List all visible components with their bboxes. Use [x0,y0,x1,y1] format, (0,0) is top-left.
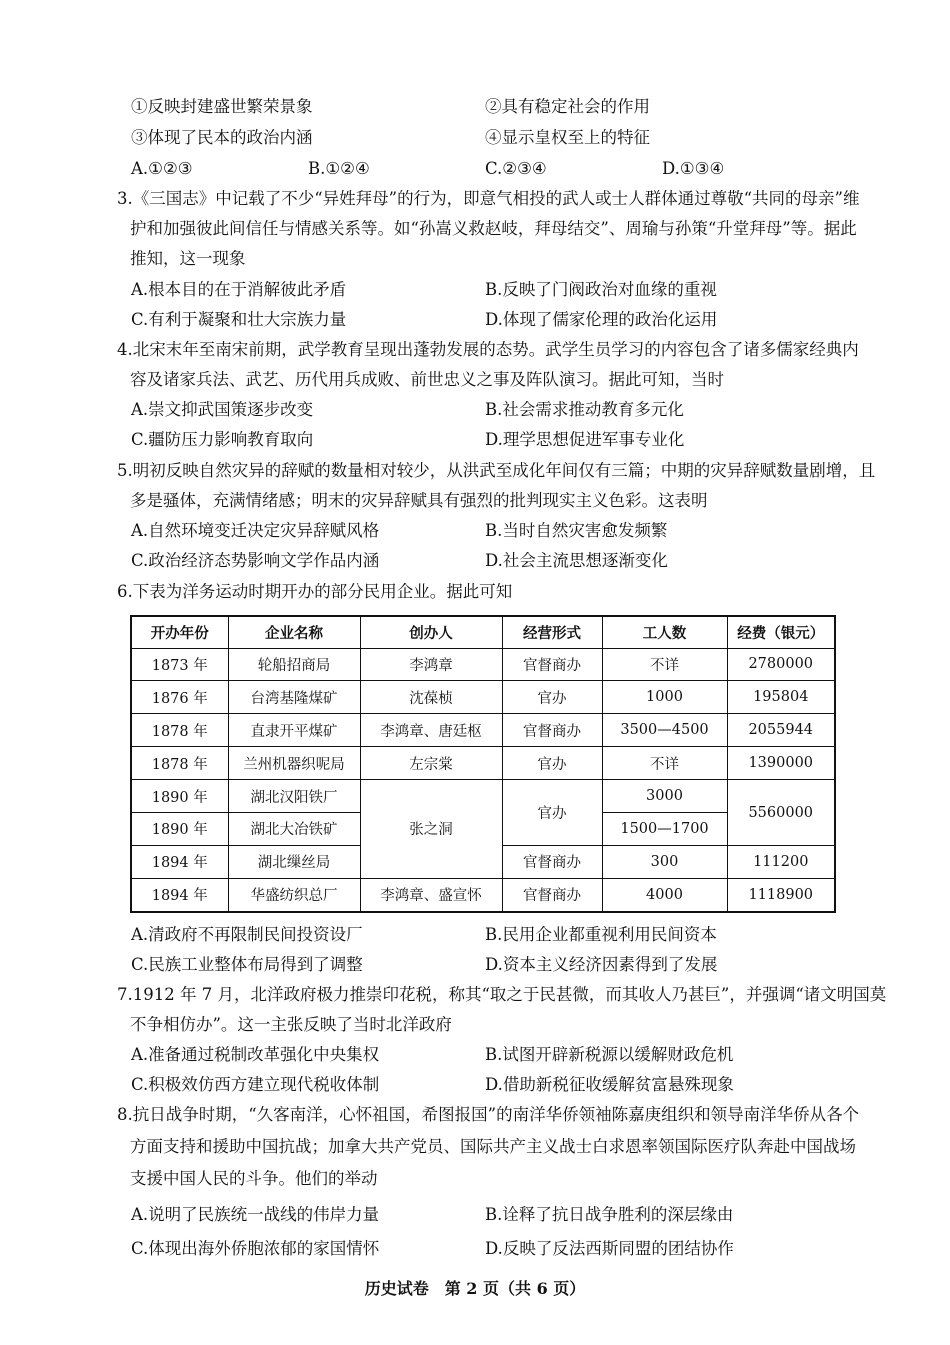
cell-founder: 左宗棠 [360,747,502,780]
header-name: 企业名称 [228,616,360,648]
cell-funds: 195804 [727,681,835,714]
cell-year: 1878 年 [131,714,228,747]
q4-option-c: C.疆防压力影响教育取向 [131,430,314,449]
q3-stem-line-3: 推知，这一现象 [130,249,246,268]
q4-stem-line-1: 4.北宋末年至南宋前期，武学教育呈现出蓬勃发展的态势。武学生员学习的内容包含了诸多儒家经典内 [117,340,859,359]
cell-management: 官督商办 [502,714,602,747]
cell-year: 1894 年 [131,878,228,912]
q5-option-c: C.政治经济态势影响文学作品内涵 [131,551,380,570]
cell-funds: 2055944 [727,714,835,747]
cell-management: 官督商办 [502,878,602,912]
cell-year: 1890 年 [131,780,228,813]
cell-funds-merged: 5560000 [727,780,835,846]
table-row [131,714,835,747]
q2-option-c: C.②③④ [485,159,547,178]
q2-option-a: A.①②③ [131,159,193,178]
q8-stem-line-1: 8.抗日战争时期，“久客南洋，心怀祖国，希图报国”的南洋华侨领袖陈嘉庚组织和领导南洋华侨从各个 [117,1105,860,1124]
q3-option-c: C.有利于凝聚和壮大宗族力量 [131,310,347,329]
header-workers: 工人数 [602,616,727,648]
q8-option-a: A.说明了民族统一战线的伟岸力量 [131,1205,380,1224]
cell-founder-merged: 张之洞 [360,780,502,879]
q7-stem-line-1: 7.1912 年 7 月，北洋政府极力推崇印花税，称其“取之于民甚微，而其收人乃甚巨”，并强调“诸文明国莫 [117,985,887,1004]
cell-year: 1890 年 [131,813,228,846]
cell-workers: 3000 [602,780,727,813]
table-row [131,780,835,813]
q4-stem-line-2: 容及诸家兵法、武艺、历代用兵成败、前世忠义之事及阵队演习。据此可知，当时 [130,370,724,389]
table-header-row [131,616,835,648]
cell-workers: 3500—4500 [602,714,727,747]
q8-option-d: D.反映了反法西斯同盟的团结协作 [485,1239,734,1258]
q6-option-b: B.民用企业都重视利用民间资本 [485,925,717,944]
cell-funds: 2780000 [727,648,835,681]
cell-workers: 300 [602,845,727,878]
table-row [131,648,835,681]
q4-option-b: B.社会需求推动教育多元化 [485,400,684,419]
q6-option-d: D.资本主义经济因素得到了发展 [485,955,718,974]
q7-option-a: A.准备通过税制改革强化中央集权 [131,1045,380,1064]
q5-stem-line-1: 5.明初反映自然灾异的辞赋的数量相对较少，从洪武至成化年间仅有三篇；中期的灾异辞赋数量剧增，且 [117,461,876,480]
q7-option-d: D.借助新税征收缓解贫富悬殊现象 [485,1075,734,1094]
q2-option-b: B.①②④ [308,159,370,178]
q3-option-d: D.体现了儒家伦理的政治化运用 [485,310,718,329]
cell-management: 官办 [502,747,602,780]
cell-management: 官办 [502,681,602,714]
cell-workers: 不详 [602,648,727,681]
q8-stem-line-2: 方面支持和援助中国抗战；加拿大共产党员、国际共产主义战士白求恩率领国际医疗队奔赴中国战场 [130,1137,856,1156]
q2-statement-2: ②具有稳定社会的作用 [485,97,650,116]
header-management: 经营形式 [502,616,602,648]
q5-option-a: A.自然环境变迁决定灾异辞赋风格 [131,521,380,540]
q7-option-b: B.试图开辟新税源以缓解财政危机 [485,1045,734,1064]
q3-stem-line-2: 护和加强彼此间信任与情感关系等。如“孙嵩义救赵岐，拜母结交”、周瑜与孙策“升堂拜母”等。据此 [130,219,857,238]
cell-funds: 111200 [727,845,835,878]
q8-stem-line-3: 支援中国人民的斗争。他们的举动 [130,1169,378,1188]
cell-year: 1878 年 [131,747,228,780]
cell-workers: 不详 [602,747,727,780]
table-row [131,681,835,714]
cell-funds: 1118900 [727,878,835,912]
cell-name: 华盛纺织总厂 [228,878,360,912]
q6-option-a: A.清政府不再限制民间投资设厂 [131,925,363,944]
q2-statement-1: ①反映封建盛世繁荣景象 [131,97,313,116]
cell-management: 官督商办 [502,648,602,681]
cell-name: 轮船招商局 [228,648,360,681]
header-funds: 经费（银元） [727,616,835,648]
header-year: 开办年份 [131,616,228,648]
q5-stem-line-2: 多是骚体，充满情绪感；明末的灾异辞赋具有强烈的批判现实主义色彩。这表明 [130,491,708,510]
q5-option-b: B.当时自然灾害愈发频繁 [485,521,668,540]
page-footer: 历史试卷 第 2 页（共 6 页） [364,1279,586,1298]
q3-stem-line-1: 3.《三国志》中记载了不少“异姓拜母”的行为，即意气相投的武人或士人群体通过尊敬“共同的母亲”维 [117,189,860,208]
cell-founder: 李鸿章 [360,648,502,681]
q5-option-d: D.社会主流思想逐渐变化 [485,551,668,570]
cell-name: 兰州机器织呢局 [228,747,360,780]
cell-name: 湖北大冶铁矿 [228,813,360,846]
q3-option-b: B.反映了门阀政治对血缘的重视 [485,280,717,299]
cell-founder: 李鸿章、盛宣怀 [360,878,502,912]
q4-option-d: D.理学思想促进军事专业化 [485,430,685,449]
cell-name: 直隶开平煤矿 [228,714,360,747]
q8-option-b: B.诠释了抗日战争胜利的深层缘由 [485,1205,734,1224]
cell-name: 湖北缫丝局 [228,845,360,878]
cell-year: 1894 年 [131,845,228,878]
cell-management-merged: 官办 [502,780,602,846]
q2-statement-3: ③体现了民本的政治内涵 [131,128,313,147]
cell-workers: 1500—1700 [602,813,727,846]
enterprise-table [130,615,836,913]
cell-founder: 李鸿章、唐廷枢 [360,714,502,747]
cell-management: 官督商办 [502,845,602,878]
q8-option-c: C.体现出海外侨胞浓郁的家国情怀 [131,1239,380,1258]
cell-year: 1873 年 [131,648,228,681]
table-row [131,878,835,912]
cell-year: 1876 年 [131,681,228,714]
header-founder: 创办人 [360,616,502,648]
cell-founder: 沈葆桢 [360,681,502,714]
q2-statement-4: ④显示皇权至上的特征 [485,128,650,147]
cell-name: 湖北汉阳铁厂 [228,780,360,813]
cell-workers: 1000 [602,681,727,714]
cell-funds: 1390000 [727,747,835,780]
q2-option-d: D.①③④ [662,159,725,178]
cell-name: 台湾基隆煤矿 [228,681,360,714]
q7-stem-line-2: 不争相仿办”。这一主张反映了当时北洋政府 [130,1015,452,1034]
q6-stem: 6.下表为洋务运动时期开办的部分民用企业。据此可知 [117,582,513,601]
q6-option-c: C.民族工业整体布局得到了调整 [131,955,363,974]
cell-workers: 4000 [602,878,727,912]
q4-option-a: A.崇文抑武国策逐步改变 [131,400,314,419]
q3-option-a: A.根本目的在于消解彼此矛盾 [131,280,347,299]
q7-option-c: C.积极效仿西方建立现代税收体制 [131,1075,380,1094]
table-row [131,747,835,780]
